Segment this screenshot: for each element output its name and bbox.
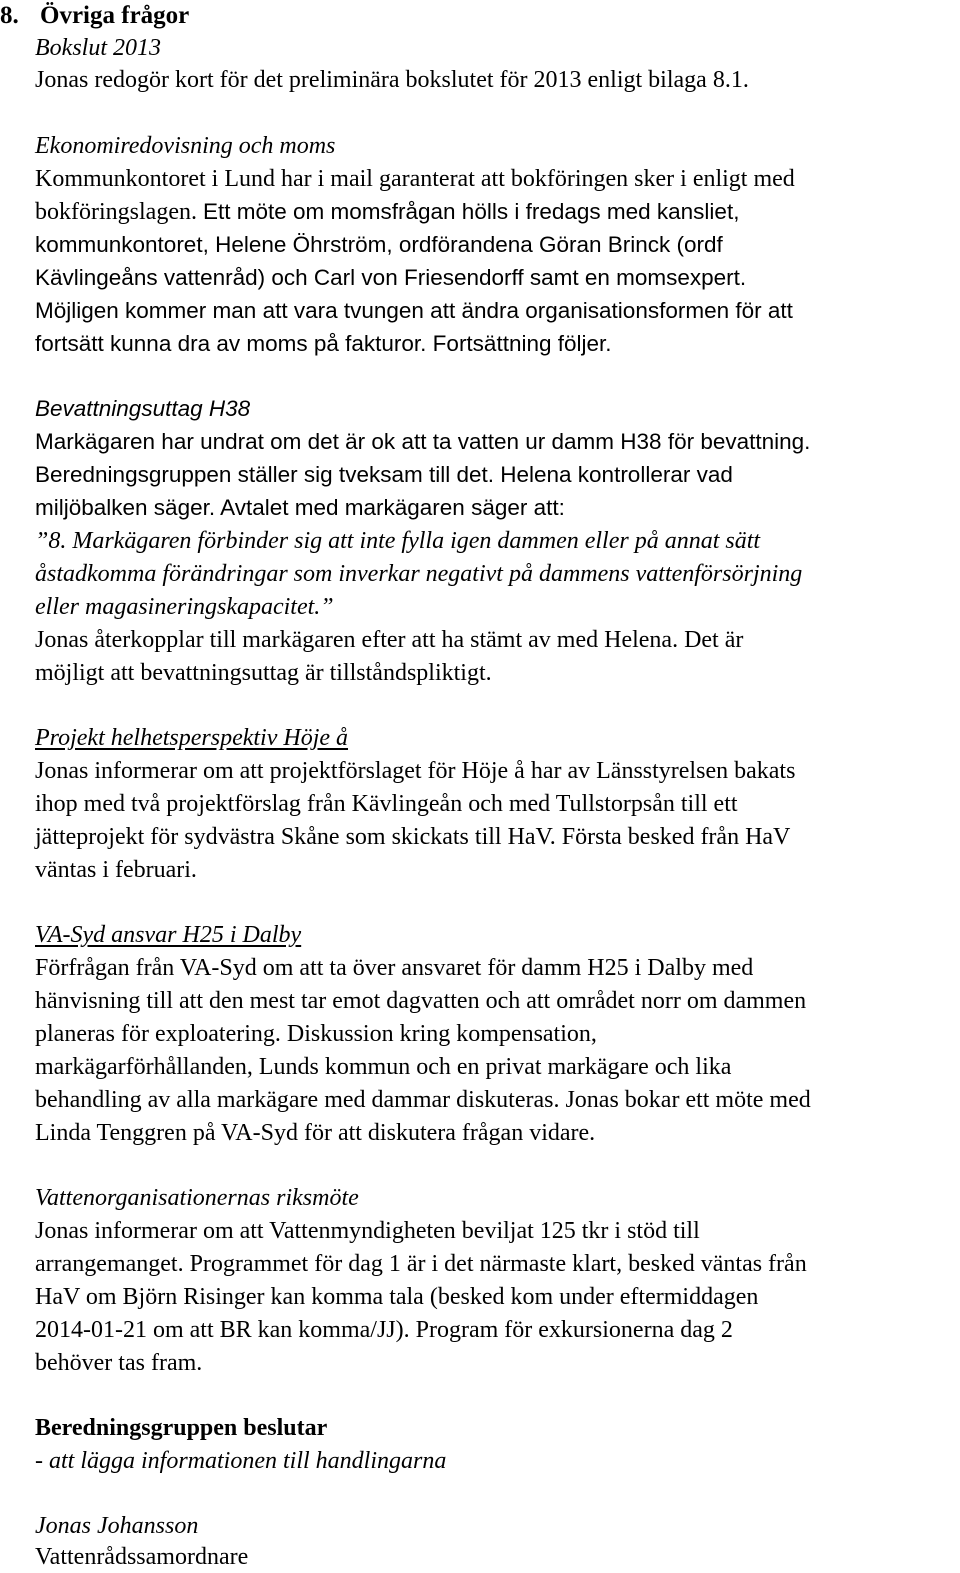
paragraph-line: 2014-01-21 om att BR kan komma/JJ). Program för exkursionerna dag 2 — [35, 1317, 733, 1343]
paragraph-line: Linda Tenggren på VA-Syd för att diskutera frågan vidare. — [35, 1120, 596, 1146]
paragraph-line — [35, 196, 739, 228]
paragraph-line: jätteprojekt för sydvästra Skåne som skickats till HaV. Första besked från HaV — [35, 824, 791, 850]
quote-line: ”8. Markägaren förbinder sig att inte fylla igen dammen eller på annat sätt — [35, 528, 761, 554]
paragraph-line: väntas i februari. — [35, 857, 197, 883]
section-heading — [0, 0, 189, 32]
heading-riksmote: Vattenorganisationernas riksmöte — [35, 1185, 359, 1211]
paragraph-line: kommunkontoret, Helene Öhrström, ordförandena Göran Brinck (ordf — [35, 232, 723, 257]
paragraph-line: markägarförhållanden, Lunds kommun och en privat markägare och lika — [35, 1054, 732, 1080]
signature-name: Jonas Johansson — [35, 1513, 199, 1539]
heading-ekonomi: Ekonomiredovisning och moms — [35, 133, 336, 159]
decision-heading: Beredningsgruppen beslutar — [35, 1415, 328, 1441]
paragraph-line: behandling av alla markägare med dammar diskuteras. Jonas bokar ett möte med — [35, 1087, 811, 1113]
paragraph-line: HaV om Björn Risinger kan komma tala (besked kom under eftermiddagen — [35, 1284, 759, 1310]
paragraph-line: Förfrågan från VA-Syd om att ta över ansvaret för damm H25 i Dalby med — [35, 955, 754, 981]
paragraph-line: ihop med två projektförslag från Kävlingeån och med Tullstorpsån till ett — [35, 791, 738, 817]
paragraph-fragment: Ett möte om momsfrågan hölls i fredags med kansliet, — [202, 199, 740, 224]
heading-vasyd: VA-Syd ansvar H25 i Dalby — [35, 922, 302, 948]
section-number: 8. — [0, 2, 19, 29]
paragraph-line: arrangemanget. Programmet för dag 1 är i det närmaste klart, besked väntas från — [35, 1251, 807, 1277]
heading-hoje: Projekt helhetsperspektiv Höje å — [35, 725, 349, 751]
paragraph-line: hänvisning till att den mest tar emot dagvatten och att området norr om dammen — [35, 988, 807, 1014]
decision-text: - att lägga informationen till handlingarna — [35, 1448, 447, 1474]
paragraph-line: möjligt att bevattningsuttag är tillståndspliktigt. — [35, 660, 492, 686]
paragraph-line: Beredningsgruppen ställer sig tveksam till det. Helena kontrollerar vad — [35, 462, 733, 487]
quote-line: eller magasineringskapacitet.” — [35, 594, 334, 620]
paragraph-line: Markägaren har undrat om det är ok att ta vatten ur damm H38 för bevattning. — [35, 429, 811, 454]
paragraph-fragment: bokföringslagen. — [35, 199, 197, 225]
paragraph-line: Kommunkontoret i Lund har i mail garanterat att bokföringen sker i enligt med — [35, 166, 795, 192]
paragraph-line: Jonas återkopplar till markägaren efter att ha stämt av med Helena. Det är — [35, 627, 744, 653]
paragraph-line: behöver tas fram. — [35, 1350, 203, 1376]
paragraph-line: Jonas informerar om att Vattenmyndigheten beviljat 125 tkr i stöd till — [35, 1218, 700, 1244]
paragraph-line: Jonas redogör kort för det preliminära bokslutet för 2013 enligt bilaga 8.1. — [35, 67, 749, 93]
paragraph-line: Kävlingeåns vattenråd) och Carl von Friesendorff samt en momsexpert. — [35, 265, 747, 290]
section-title: Övriga frågor — [40, 2, 190, 29]
paragraph-line: Jonas informerar om att projektförslaget för Höje å har av Länsstyrelsen bakats — [35, 758, 796, 784]
paragraph-line: planeras för exploatering. Diskussion kring kompensation, — [35, 1021, 597, 1047]
paragraph-line: miljöbalken säger. Avtalet med markägaren säger att: — [35, 495, 565, 520]
signature-role: Vattenrådssamordnare — [35, 1544, 249, 1570]
heading-bokslut: Bokslut 2013 — [35, 35, 161, 61]
quote-line: åstadkomma förändringar som inverkar negativt på dammens vattenförsörjning — [35, 561, 803, 587]
heading-bevattning: Bevattningsuttag H38 — [35, 396, 251, 421]
paragraph-line: Möjligen kommer man att vara tvungen att ändra organisationsformen för att — [35, 298, 793, 323]
paragraph-line: fortsätt kunna dra av moms på fakturor. Fortsättning följer. — [35, 331, 612, 356]
